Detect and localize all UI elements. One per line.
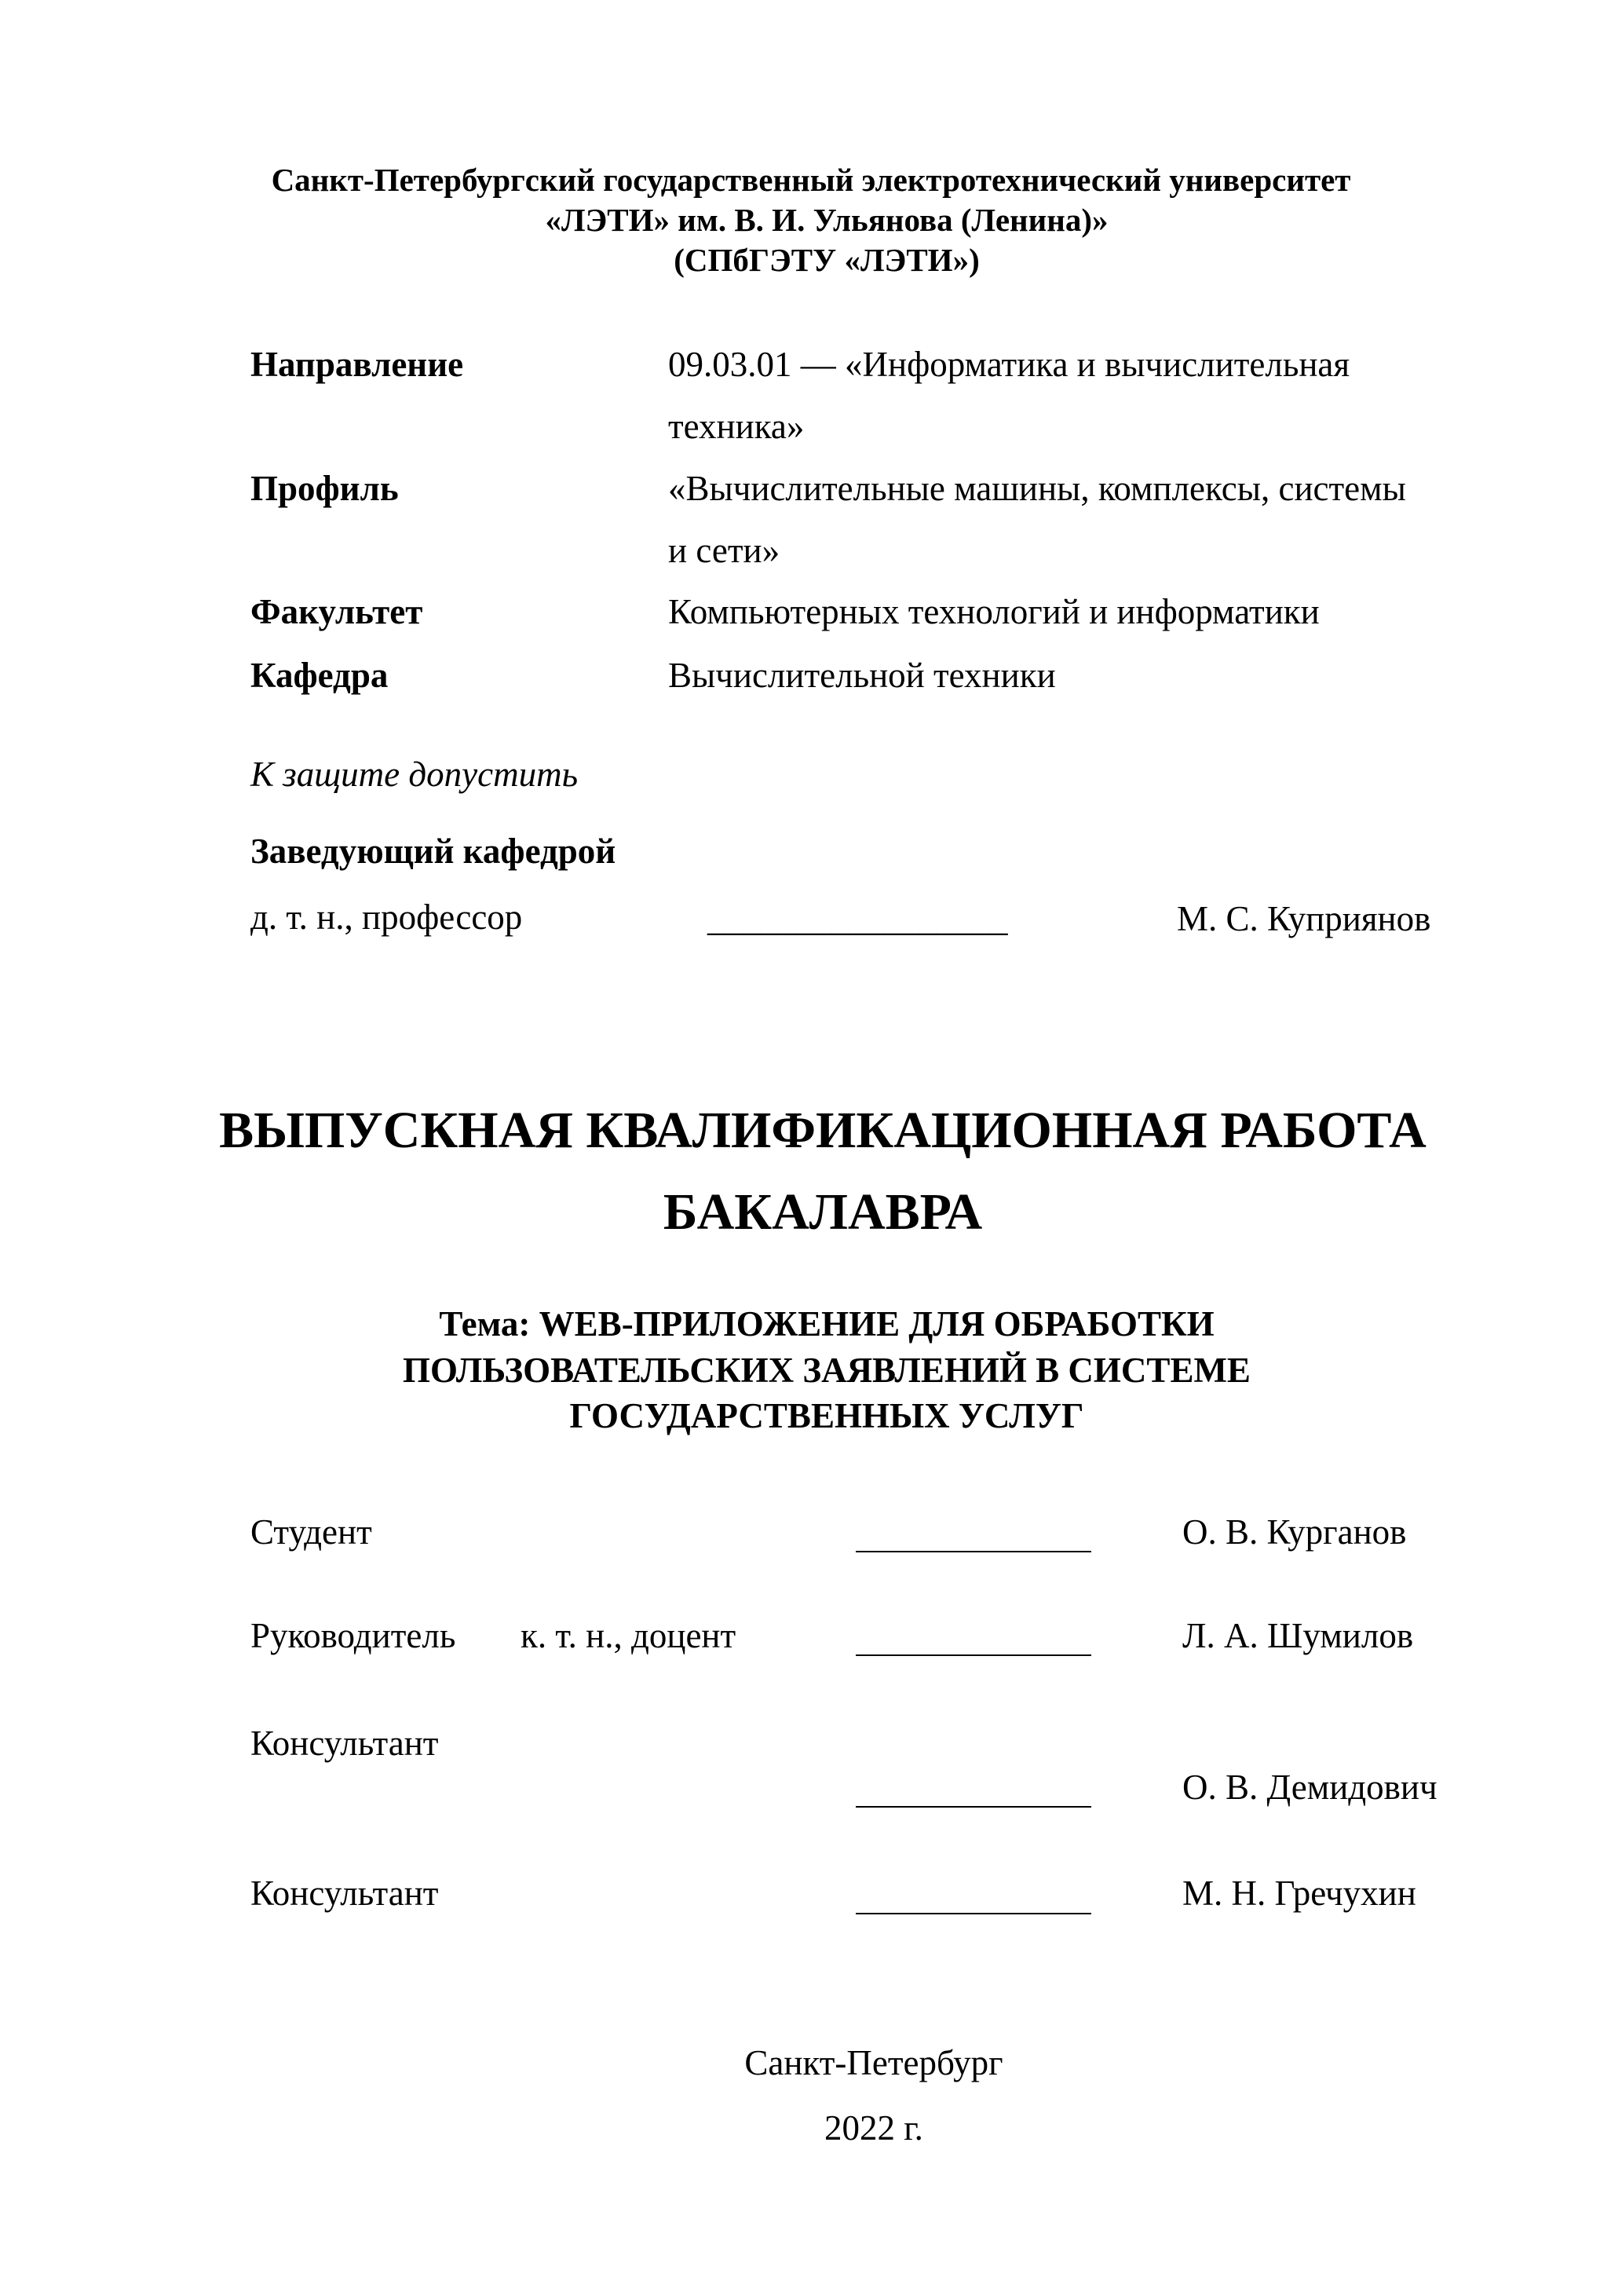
supervisor-signature-line: [856, 1654, 1091, 1656]
supervisor-name: Л. А. Шумилов: [1182, 1616, 1414, 1655]
consultant2-signature-line: [856, 1913, 1091, 1914]
topic-line3: ГОСУДАРСТВЕННЫХ УСЛУГ: [569, 1396, 1084, 1435]
topic-line1: Тема: WEB-ПРИЛОЖЕНИЕ ДЛЯ ОБРАБОТКИ: [439, 1304, 1215, 1344]
info-label-faculty: Факультет: [250, 592, 423, 631]
head-degree: д. т. н., профессор: [250, 898, 523, 937]
university-abbr: (СПбГЭТУ «ЛЭТИ»): [674, 242, 980, 278]
consultant1-signature-line: [856, 1806, 1091, 1808]
title-line1: ВЫПУСКНАЯ КВАЛИФИКАЦИОННАЯ РАБОТА: [219, 1102, 1427, 1159]
info-label-department: Кафедра: [250, 656, 389, 695]
head-signature-line: _________________: [707, 899, 1008, 938]
footer-city: Санкт-Петербург: [744, 2043, 1003, 2082]
info-value-direction-cont: техника»: [668, 407, 805, 446]
consultant2-role: Консультант: [250, 1874, 439, 1913]
title-line2: БАКАЛАВРА: [663, 1183, 983, 1241]
info-value-direction: 09.03.01 — «Информатика и вычислительная: [668, 345, 1350, 384]
admit-text: К защите допустить: [250, 755, 579, 794]
head-title: Заведующий кафедрой: [250, 832, 616, 871]
info-value-profile-cont: и сети»: [668, 531, 780, 570]
supervisor-role: Руководитель: [250, 1616, 456, 1655]
university-name-line2: «ЛЭТИ» им. В. И. Ульянова (Ленина)»: [545, 202, 1109, 238]
consultant1-role: Консультант: [250, 1724, 439, 1763]
supervisor-degree: к. т. н., доцент: [521, 1616, 736, 1655]
info-label-profile: Профиль: [250, 469, 399, 508]
student-signature-line: [856, 1551, 1091, 1552]
info-value-department: Вычислительной техники: [668, 656, 1056, 695]
head-name: М. С. Куприянов: [1177, 899, 1431, 938]
topic-line2: ПОЛЬЗОВАТЕЛЬСКИХ ЗАЯВЛЕНИЙ В СИСТЕМЕ: [403, 1351, 1251, 1390]
info-label-direction: Направление: [250, 345, 464, 384]
student-role: Студент: [250, 1512, 372, 1552]
consultant2-name: М. Н. Гречухин: [1182, 1874, 1416, 1913]
student-name: О. В. Курганов: [1182, 1512, 1407, 1552]
footer-year: 2022 г.: [824, 2108, 923, 2148]
info-value-profile: «Вычислительные машины, комплексы, системы: [668, 469, 1406, 508]
consultant1-name: О. В. Демидович: [1182, 1768, 1438, 1807]
info-value-faculty: Компьютерных технологий и информатики: [668, 592, 1320, 631]
university-name: Санкт-Петербургский государственный электротехнический университет: [271, 162, 1351, 198]
